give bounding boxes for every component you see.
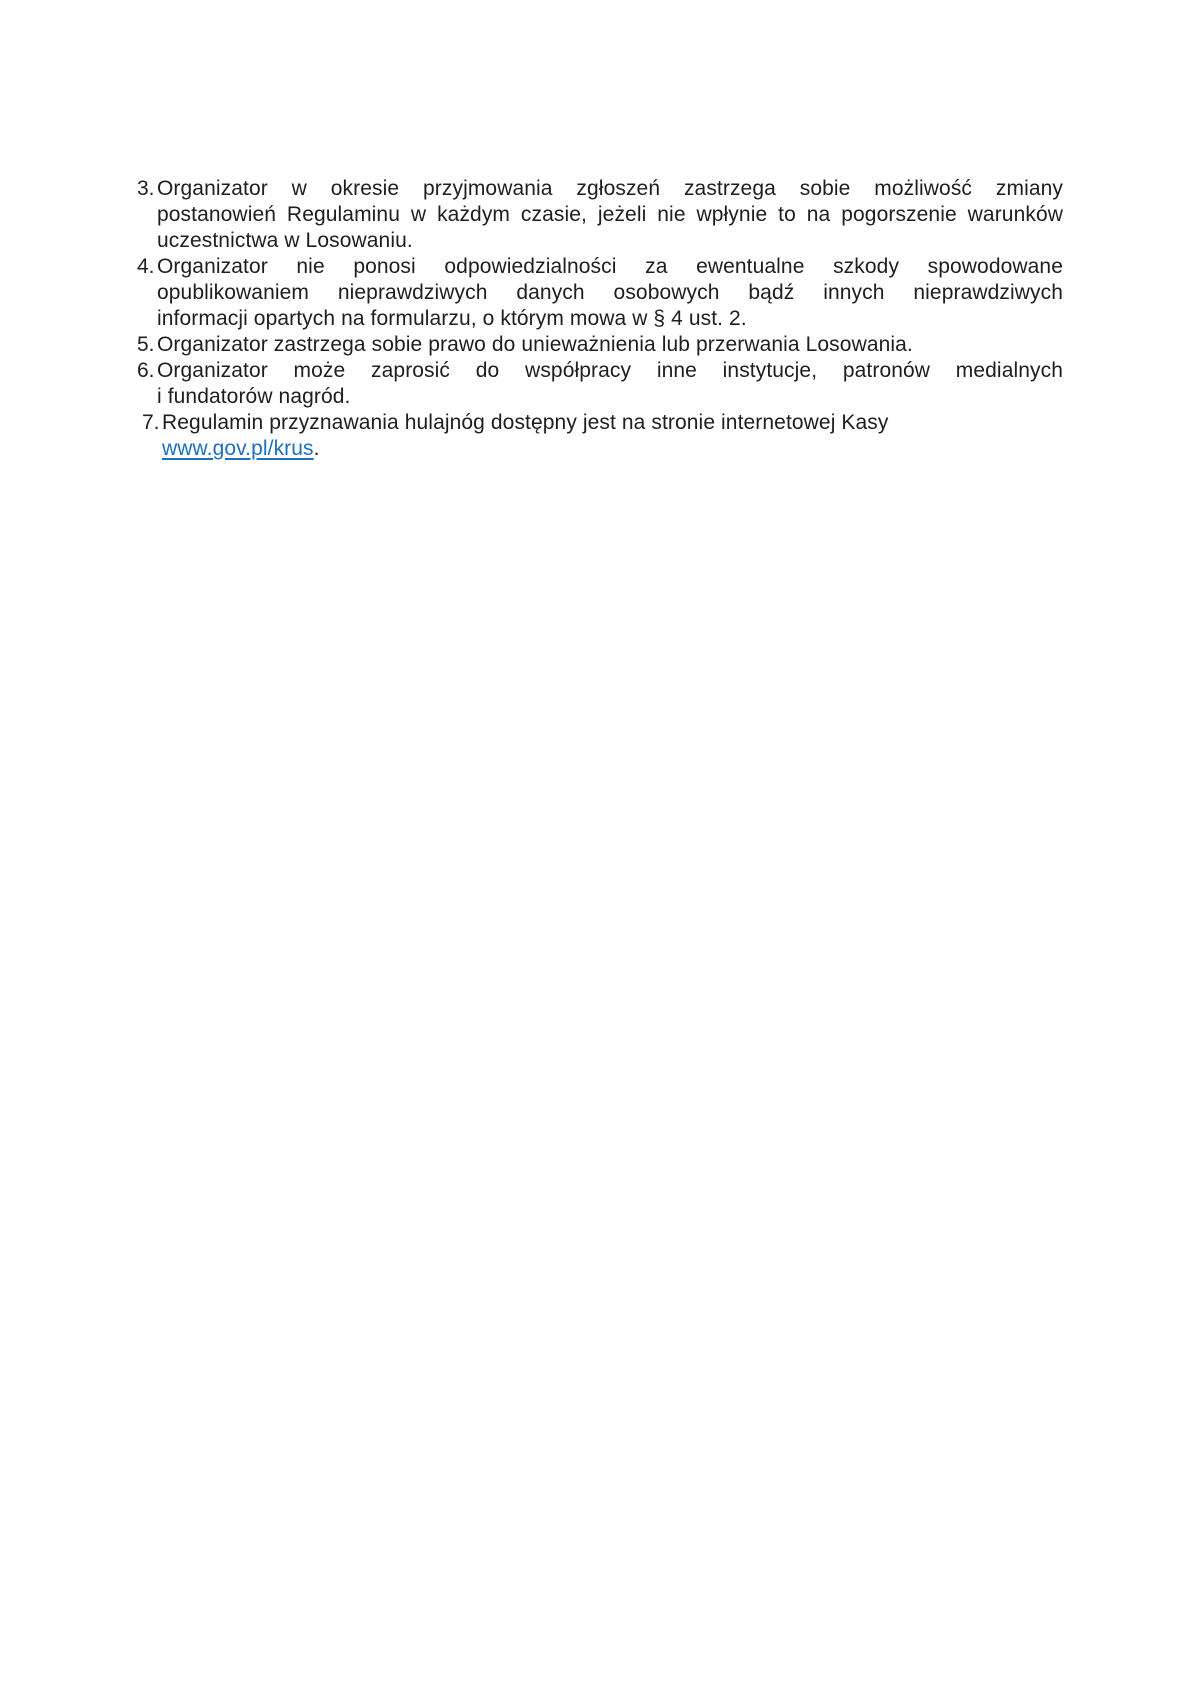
list-item-line: opublikowaniem nieprawdziwych danych osobowych bądź innych nieprawdziwych	[157, 281, 1063, 304]
list-item-link-line	[162, 436, 1063, 462]
list-item-text	[157, 254, 1063, 332]
list-item-line: i fundatorów nagród.	[157, 385, 351, 408]
list-item-4	[137, 254, 1063, 332]
list-item-text	[157, 176, 1063, 254]
list-item-7	[142, 410, 1063, 462]
list-item-number: 6.	[137, 359, 155, 382]
list-item-text	[157, 332, 1063, 358]
list-item-6	[137, 358, 1063, 410]
list-item-number: 5.	[137, 333, 155, 356]
krus-website-link[interactable]: www.gov.pl/krus	[162, 437, 314, 460]
list-item-line: postanowień Regulaminu w każdym czasie, jeżeli nie wpłynie to na pogorszenie warunków	[157, 203, 1063, 226]
list-item-line: Organizator może zaprosić do współpracy inne instytucje, patronów medialnych	[157, 359, 1063, 382]
numbered-list	[137, 176, 1063, 462]
list-item-line: informacji opartych na formularzu, o którym mowa w § 4 ust. 2.	[157, 307, 747, 330]
list-item-number: 4.	[137, 255, 155, 278]
list-item-3	[137, 176, 1063, 254]
list-item-line: Organizator zastrzega sobie prawo do unieważnienia lub przerwania Losowania.	[157, 333, 913, 356]
link-suffix-period: .	[313, 437, 320, 460]
list-item-5	[137, 332, 1063, 358]
list-item-text	[157, 358, 1063, 410]
list-item-number: 7.	[142, 411, 160, 434]
list-item-line: Regulamin przyznawania hulajnóg dostępny jest na stronie internetowej Kasy	[162, 411, 889, 434]
list-item-line: Organizator w okresie przyjmowania zgłoszeń zastrzega sobie możliwość zmiany	[157, 177, 1063, 200]
list-item-line: uczestnictwa w Losowaniu.	[157, 229, 413, 252]
list-item-line: Organizator nie ponosi odpowiedzialności za ewentualne szkody spowodowane	[157, 255, 1063, 278]
list-item-number: 3.	[137, 177, 155, 200]
list-item-text	[162, 410, 1063, 462]
